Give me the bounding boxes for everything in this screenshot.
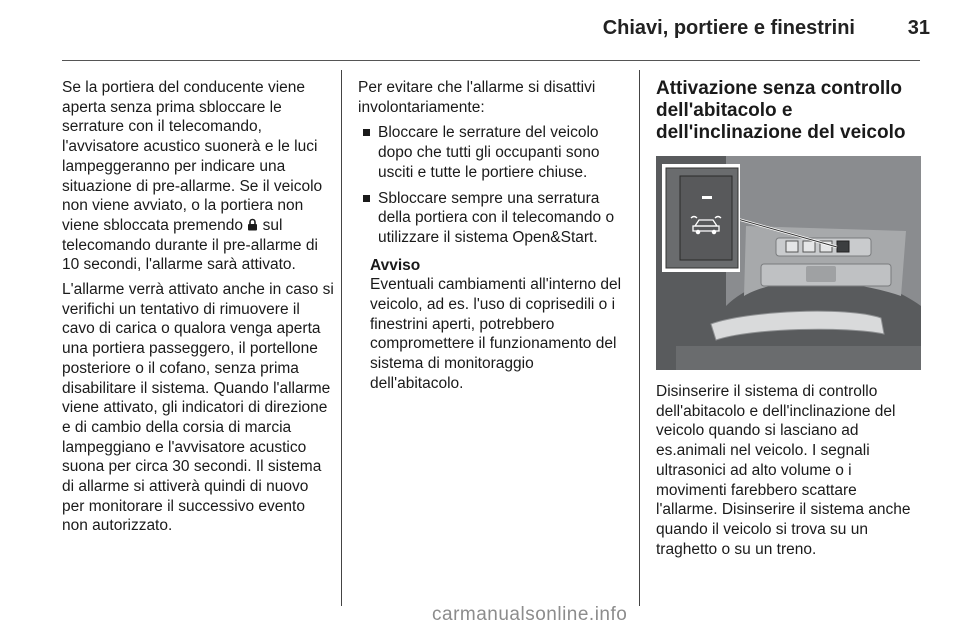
bullet-text: Bloccare le serrature del veicolo dopo che tutti gli occupanti sono usciti e tutte le portiere chiuse. xyxy=(378,124,600,181)
paragraph-prealarm-end: sul telecomando durante il pre-allarme di 10 secondi, l'allarme sarà attivato. xyxy=(62,216,318,274)
note-title: Avviso xyxy=(370,256,421,274)
column-2 xyxy=(358,78,626,394)
padlock-icon xyxy=(247,218,258,231)
bullets-intro: Per evitare che l'allarme si disattivi involontariamente: xyxy=(358,79,596,116)
column-divider-right xyxy=(639,70,640,606)
overhead-console-illustration xyxy=(656,156,921,370)
overhead-console-drawing xyxy=(656,156,921,370)
bullet-item xyxy=(358,189,626,248)
column-3 xyxy=(656,78,922,564)
bullet-list xyxy=(358,123,626,247)
page-number: 31 xyxy=(907,17,930,39)
column-1 xyxy=(62,78,334,541)
bullet-item xyxy=(358,123,626,182)
note-text: Eventuali cambiamenti all'interno del veicolo, ad es. l'uso di coprisedili o i finestrini aperti, potrebbero compromettere il funzionamento del sistema di monitoraggio dell'abitacolo. xyxy=(370,276,622,392)
bullet-square-icon xyxy=(363,195,370,202)
paragraph-prealarm xyxy=(62,78,334,275)
bullet-square-icon xyxy=(363,129,370,136)
section-heading: Attivazione senza controllo dell'abitacolo e dell'inclinazione del veicolo xyxy=(656,78,906,143)
column-divider-left xyxy=(341,70,342,606)
header-divider xyxy=(62,60,920,61)
dash-icon xyxy=(702,196,712,199)
page-header-title: Chiavi, portiere e finestrini xyxy=(602,17,855,39)
watermark-text: carmanualsonline.info xyxy=(432,604,628,625)
note-box xyxy=(358,256,626,394)
paragraph-alarm-trigger: L'allarme verrà attivato anche in caso si verifichi un tentativo di rimuovere il cavo di carica o qualora venga aperta una portiera passeggero, il portellone posteriore o il cofano, senza prima disabilitare il sistema. Quando l'allarme viene attivato, gli indicatori di direzione e di cambio della corsia di marcia lampeggiano e l'avvisatore acustico suona per circa 30 secondi. Il sistema di allarme si attiverà quindi di nuovo per monitorare il successivo evento non autorizzato. xyxy=(62,281,334,535)
paragraph-prealarm-start: Se la portiera del conducente viene aperta senza prima sbloccare le serrature con il telecomando, l'avvisatore acustico suonerà e le luci lampeggeranno per indicare una situazione di pre-allarme. Se il veicolo non viene avviato, o la portiera non viene sbloccata premendo xyxy=(62,79,323,234)
paragraph-disable-monitoring: Disinserire il sistema di controllo dell'abitacolo e dell'inclinazione del veicolo quando si lasciano ad es.animali nel veicolo. I segnali ultrasonici ad alto volume o i movimenti farebbero scattare l'allarme. Disinserire il sistema anche quando il veicolo si trova su un traghetto o su un treno. xyxy=(656,383,911,558)
bullet-text: Sbloccare sempre una serratura della portiera con il telecomando o utilizzare il sistema Open&Start. xyxy=(378,189,615,246)
